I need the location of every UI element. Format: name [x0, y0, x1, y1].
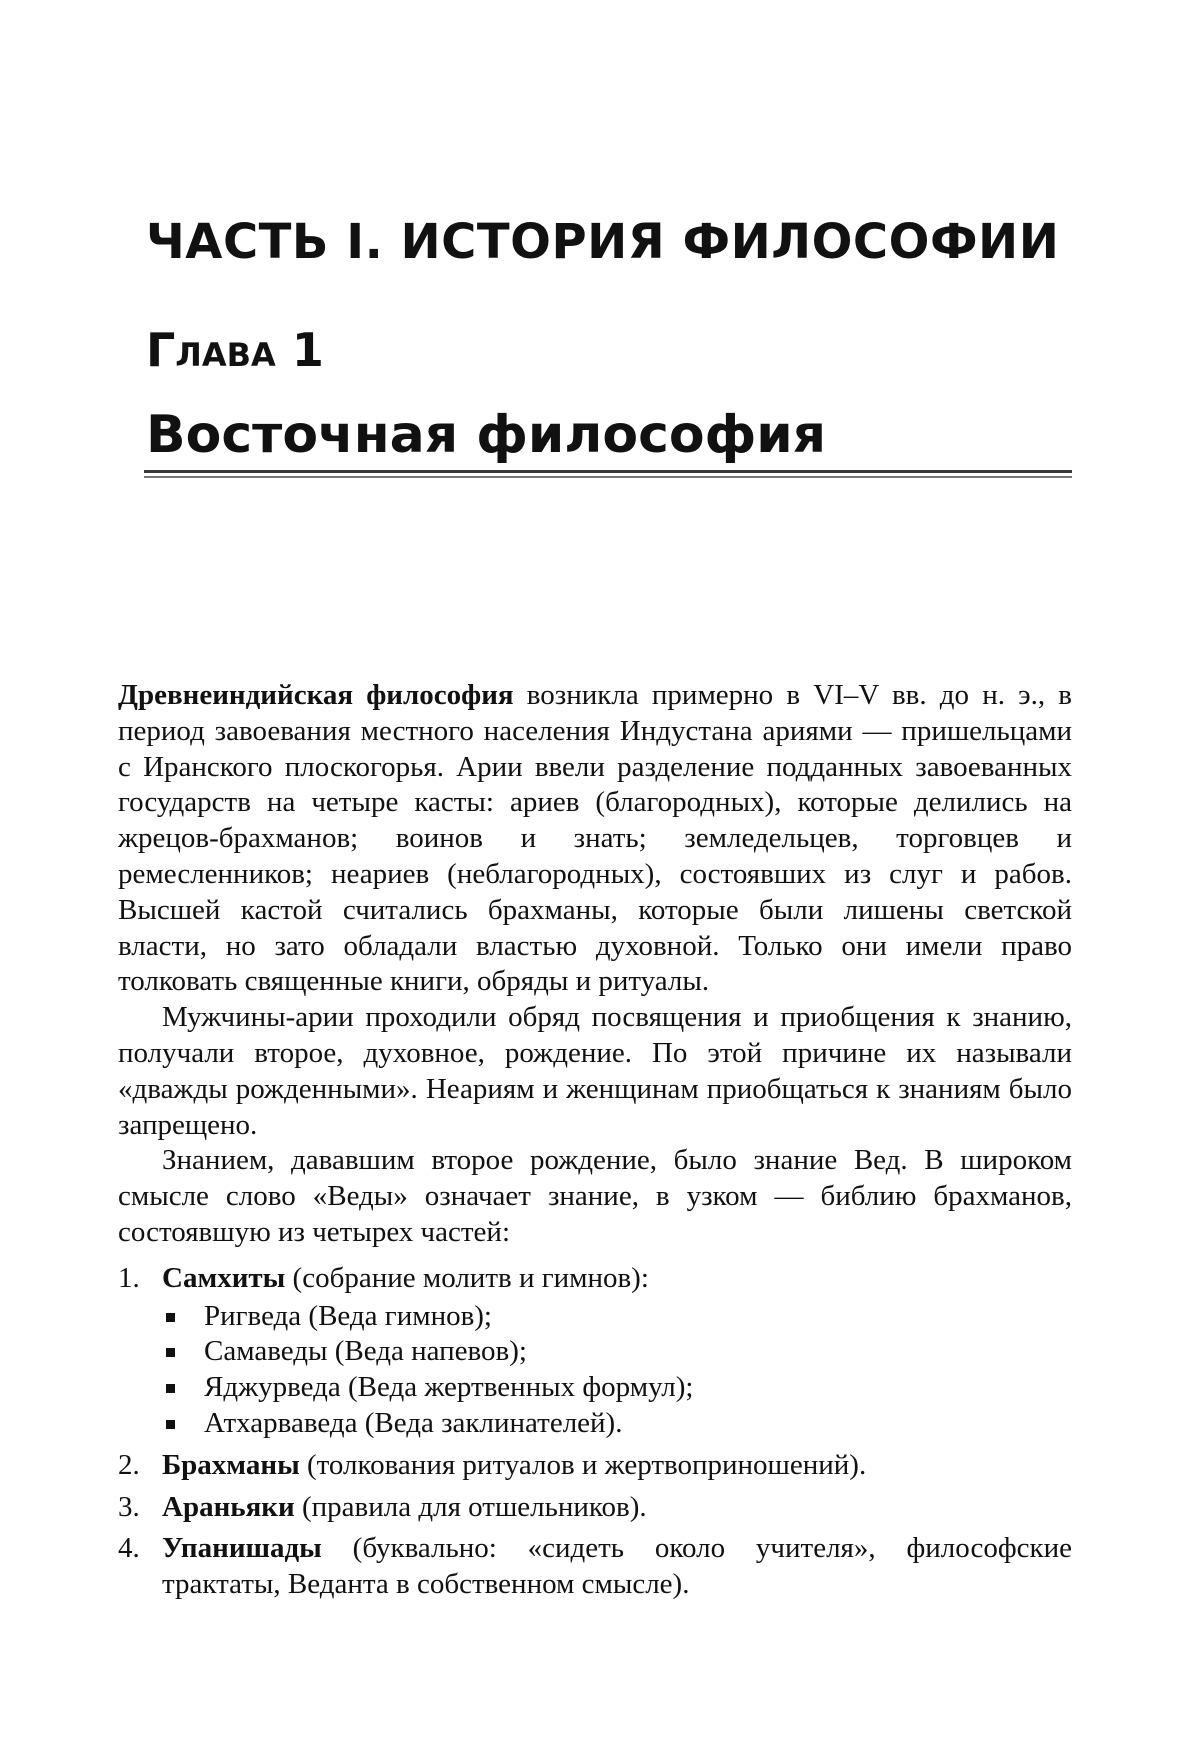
- chapter-title: Восточная философия: [146, 405, 827, 465]
- list-item-term: Упанишады: [162, 1532, 322, 1565]
- list-item-number: 1.: [118, 1261, 140, 1294]
- part-title: ЧАСТЬ I. ИСТОРИЯ ФИЛОСОФИИ: [146, 214, 1060, 270]
- paragraph-intro-text: возникла примерно в VI–V вв. до н. э., в период завоевания местного населения Индустана ариями — пришельцами с Иранского плоскогорья. Арии ввели разделение подданных завоеванных государств на четыре касты: ариев (благородных), которые делились на жрецов-брахманов; воинов и знать; земледельцев, торговцев и ремесленников; неариев (неблагородных), состоявших из слуг и рабов. Высшей кастой считались брахманы, которые были лишены светской власти, но зато обладали властью духовной. Только они имели право толковать священные книги, обряды и ритуалы.: [118, 679, 1072, 998]
- list-item-brahmany: [118, 1448, 1072, 1484]
- list-item-samhity: [118, 1261, 1072, 1442]
- sublist-item-text: Яджурведа (Веда жертвенных формул);: [204, 1371, 694, 1404]
- sublist-item: [162, 1370, 1072, 1406]
- sublist-item: [162, 1299, 1072, 1335]
- square-bullet-icon: [166, 1384, 175, 1393]
- list-item-number: 3.: [118, 1490, 140, 1523]
- paragraph-lead-term: Древнеиндийская философия: [118, 679, 514, 711]
- list-item-term: Араньяки: [162, 1490, 295, 1523]
- list-item-upanishady: [118, 1531, 1072, 1603]
- sublist-item-text: Атхарваведа (Веда заклинателей).: [204, 1406, 623, 1439]
- square-bullet-icon: [166, 1420, 175, 1429]
- body-text: [118, 678, 1072, 1609]
- vedas-parts-list: [118, 1261, 1072, 1603]
- paragraph-intro: [118, 678, 1072, 1000]
- list-item-text: (толкования ритуалов и жертвоприношений).: [299, 1448, 867, 1481]
- list-item-text: (буквально: «сидеть около учителя», философские трактаты, Веданта в собственном смысле).: [162, 1532, 1072, 1601]
- sublist-item: [162, 1334, 1072, 1370]
- list-item-number: 4.: [118, 1532, 140, 1565]
- sublist-item: [162, 1406, 1072, 1442]
- paragraph-arii: Мужчины-арии проходили обряд посвящения и приобщения к знанию, получали второе, духовное, рождение. По этой причине их называли «дважды рожденными». Неариям и женщинам приобщаться к знаниям было запрещено.: [118, 1001, 1072, 1141]
- samhity-sublist: [162, 1299, 1072, 1442]
- list-item-number: 2.: [118, 1448, 140, 1481]
- sublist-item-text: Ригведа (Веда гимнов);: [204, 1299, 492, 1332]
- square-bullet-icon: [166, 1313, 175, 1322]
- title-double-rule: [144, 470, 1072, 480]
- list-item-text: (правила для отшельников).: [294, 1490, 647, 1523]
- sublist-item-text: Самаведы (Веда напевов);: [204, 1335, 527, 1368]
- rule-line-top: [144, 470, 1072, 473]
- paragraph-vedy: Знанием, дававшим второе рождение, было знание Вед. В широком смысле слово «Веды» означает знание, в узком — библию брахманов, состоявшую из четырех частей:: [118, 1144, 1072, 1248]
- chapter-label: Глава 1: [146, 323, 324, 377]
- list-item-term: Брахманы: [162, 1448, 300, 1481]
- list-item-aranyaki: [118, 1490, 1072, 1526]
- square-bullet-icon: [166, 1348, 175, 1357]
- rule-line-bottom: [144, 476, 1072, 478]
- list-item-text: (собрание молитв и гимнов):: [285, 1261, 649, 1294]
- list-item-term: Самхиты: [162, 1261, 286, 1294]
